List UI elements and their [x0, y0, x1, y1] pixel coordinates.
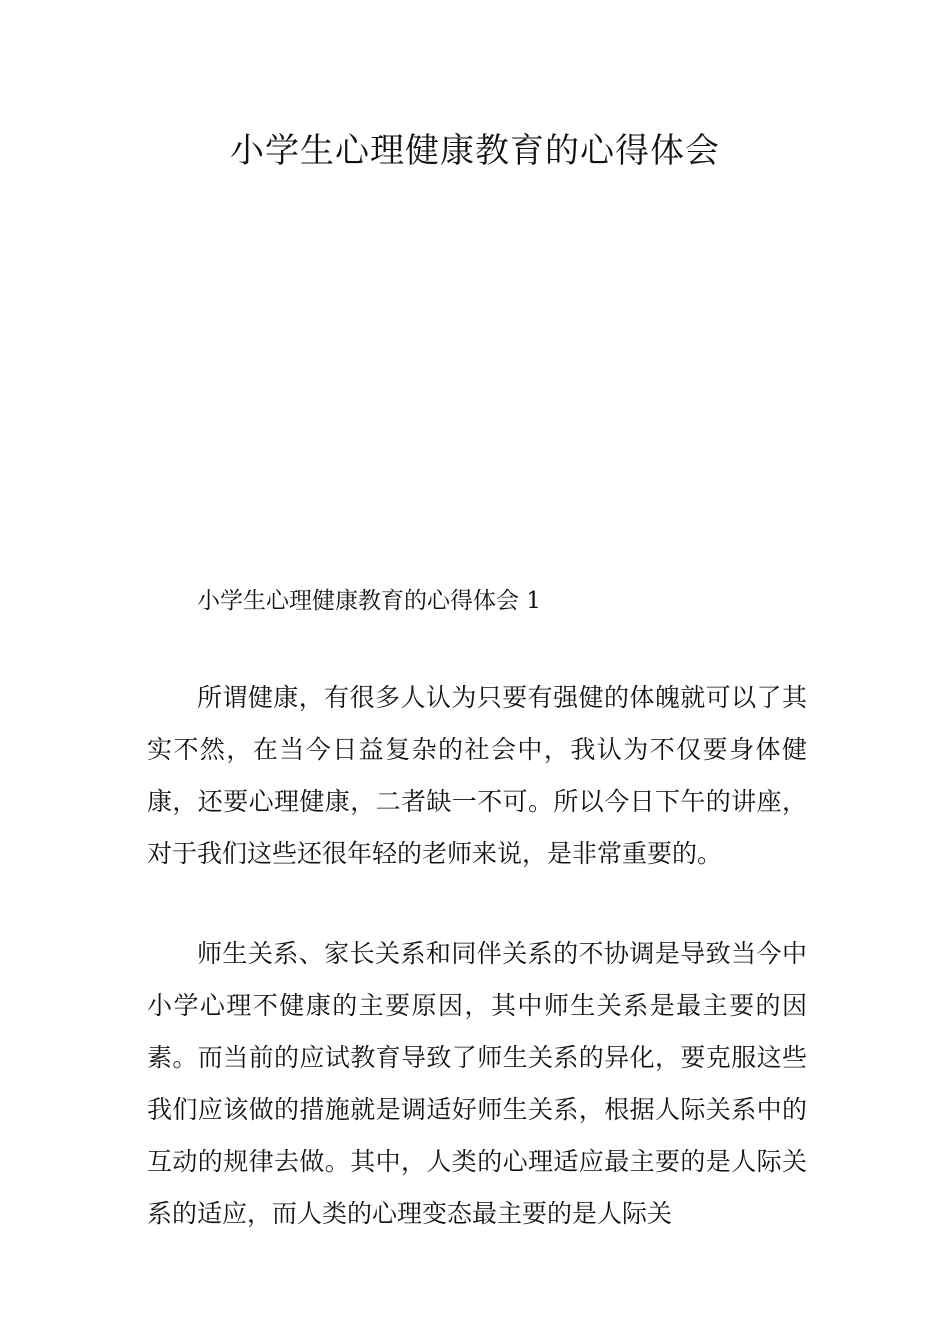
- spacer: [147, 624, 807, 672]
- spacer: [147, 880, 807, 928]
- document-body: [147, 578, 807, 1240]
- paragraph-2: 师生关系、家长关系和同伴关系的不协调是导致当今中小学心理不健康的主要原因，其中师生关系是最主要的因素。而当前的应试教育导致了师生关系的异化，要克服这些我们应该做的措施就是调适好师生关系，根据人际关系中的互动的规律去做。其中，人类的心理适应最主要的是人际关系的适应，而人类的心理变态最主要的是人际关: [147, 939, 807, 1228]
- paragraph-1: 所谓健康，有很多人认为只要有强健的体魄就可以了其实不然，在当今日益复杂的社会中，我认为不仅要身体健康，还要心理健康，二者缺一不可。所以今日下午的讲座，对于我们这些还很年轻的老师来说，是非常重要的。: [147, 683, 807, 868]
- section-heading: 小学生心理健康教育的心得体会 1: [197, 588, 541, 614]
- document-title: 小学生心理健康教育的心得体会: [230, 131, 720, 171]
